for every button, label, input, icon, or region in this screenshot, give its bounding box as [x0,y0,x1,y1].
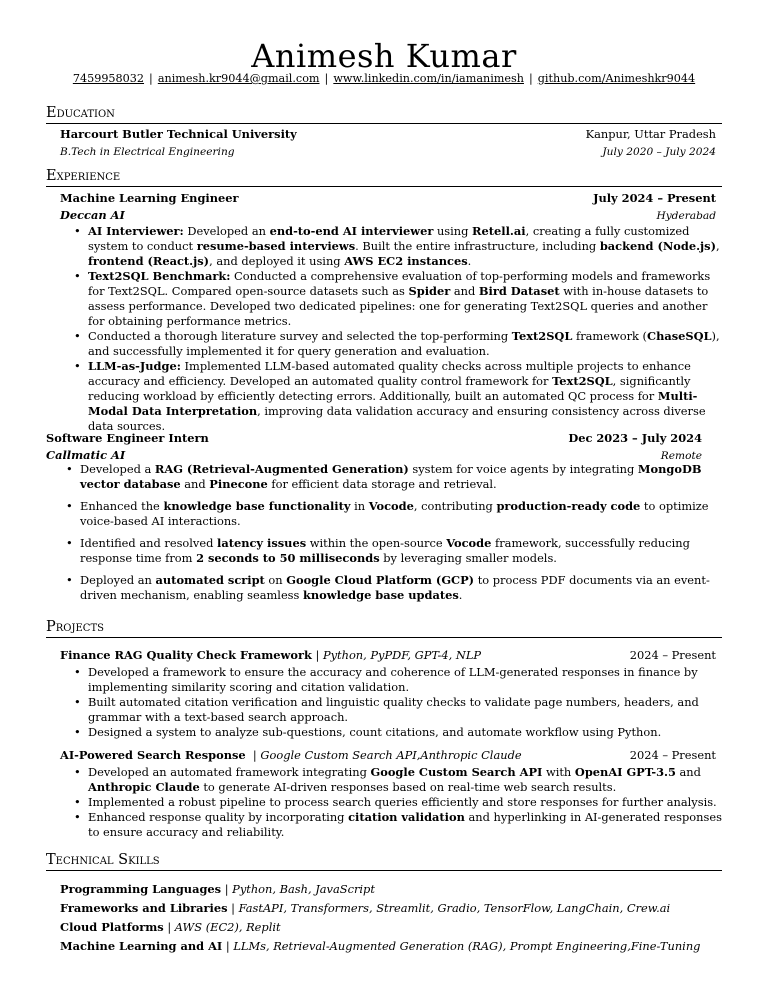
job-dates: Dec 2023 – July 2024 [568,431,702,445]
list-item: • Developed a RAG (Retrieval-Augmented Generation) system for voice agents by integrating MongoDB vector database and Pinecone for efficient data storage and retrieval. [66,462,726,492]
separator: | [315,648,320,662]
education-school-row [60,127,716,142]
skill-label: Cloud Platforms [60,920,164,934]
list-item: • Developed an automated framework integrating Google Custom Search API with OpenAI GPT-3.5 and Anthropic Claude to generate AI-driven responses based on real-time web search results. [74,765,724,795]
job-location: Hyderabad [656,210,716,222]
school-location: Kanpur, Uttar Pradesh [585,127,716,141]
skill-label: Programming Languages [60,882,222,896]
skill-label: Frameworks and Libraries [60,901,228,915]
project-heading [60,648,481,663]
email-link[interactable]: animesh.kr9044@gmail.com [157,72,320,85]
education-dates: July 2020 – July 2024 [602,146,716,158]
skill-row [60,882,740,897]
phone-link[interactable]: 7459958032 [72,72,145,85]
separator: | [149,72,153,85]
skill-value: AWS (EC2), Replit [174,920,281,934]
candidate-name: Animesh Kumar [251,37,517,75]
skill-row [60,939,740,954]
list-item: • Deployed an automated script on Google Cloud Platform (GCP) to process PDF documents via an event-driven mechanism, enabling seamless knowledge base updates. [66,573,726,603]
project-dates: 2024 – Present [629,648,716,662]
project-bullets [74,665,724,740]
project-heading [60,748,522,763]
list-item: • Text2SQL Benchmark: Conducted a comprehensive evaluation of top-performing models and frameworks for Text2SQL. Compared open-source datasets such as Spider and Bird Dataset with in-house datasets to assess performance. Developed two dedicated pipelines: one for generating Text2SQL queries and another for obtaining performance metrics. [74,269,724,329]
job-location: Remote [660,450,702,462]
separator: | [225,939,230,953]
section-title-education: Education [46,104,722,124]
github-link[interactable]: github.com/Animeshkr9044 [537,72,696,85]
project-row [60,648,716,663]
list-item: • Implemented a robust pipeline to process search queries efficiently and store responses for further analysis. [74,795,724,810]
section-title-projects: Projects [46,618,722,638]
list-item: • Built automated citation verification and linguistic quality checks to validate page numbers, headers, and grammar with a text-based search approach. [74,695,724,725]
separator: | [224,882,229,896]
job-company: Deccan AI [60,208,125,222]
section-title-skills: Technical Skills [46,851,722,871]
list-item: • Identified and resolved latency issues within the open-source Vocode framework, successfully reducing response time from 2 seconds to 50 milliseconds by leveraging smaller models. [66,536,726,566]
job-company: Callmatic AI [46,448,126,462]
degree: B.Tech in Electrical Engineering [60,146,235,158]
skill-value: LLMs, Retrieval-Augmented Generation (RAG), Prompt Engineering,Fine-Tuning [233,939,701,953]
list-item: • AI Interviewer: Developed an end-to-end AI interviewer using Retell.ai, creating a fully customized system to conduct resume-based interviews. Built the entire infrastructure, including backend (Node.js), frontend (React.js), and deployed it using AWS EC2 instances. [74,224,724,269]
skill-value: FastAPI, Transformers, Streamlit, Gradio, TensorFlow, LangChain, Crew.ai [238,901,671,915]
job-dates: July 2024 – Present [593,191,716,205]
linkedin-link[interactable]: www.linkedin.com/in/iamanimesh [333,72,524,85]
job-title-row [60,191,716,206]
project-tech: Google Custom Search API,Anthropic Claude [260,748,522,762]
job-company-row [60,208,716,224]
skill-label: Machine Learning and AI [60,939,223,953]
separator: | [252,748,257,762]
list-item: • Conducted a thorough literature survey and selected the top-performing Text2SQL framework (ChaseSQL), and successfully implemented it for query generation and evaluation. [74,329,724,359]
project-tech: Python, PyPDF, GPT-4, NLP [322,648,482,662]
school-name: Harcourt Butler Technical University [60,127,297,141]
project-name: Finance RAG Quality Check Framework [60,648,312,662]
separator: | [167,920,172,934]
skill-value: Python, Bash, JavaScript [232,882,375,896]
project-row [60,748,716,763]
job-role: Machine Learning Engineer [60,191,239,205]
list-item: • Developed a framework to ensure the accuracy and coherence of LLM-generated responses in finance by implementing similarity scoring and citation validation. [74,665,724,695]
list-item: • Enhanced response quality by incorporating citation validation and hyperlinking in AI-generated responses to ensure accuracy and reliability. [74,810,724,840]
job-bullets [66,462,726,610]
project-dates: 2024 – Present [629,748,716,762]
section-title-experience: Experience [46,167,722,187]
education-degree-row [60,145,716,160]
list-item: • LLM-as-Judge: Implemented LLM-based automated quality checks across multiple projects to enhance accuracy and efficiency. Developed an automated quality control framework for Text2SQL, significantly reducing workload by efficiently detecting errors. Additionally, built an automated QC process for Multi-Modal Data Interpretation, improving data validation accuracy and ensuring consistency across diverse data sources. [74,359,724,434]
project-name: AI-Powered Search Response [60,748,246,762]
skill-row [60,901,740,916]
separator: | [528,72,533,85]
separator: | [324,72,329,85]
project-bullets [74,765,724,840]
job-role: Software Engineer Intern [46,431,209,445]
list-item: • Designed a system to analyze sub-questions, count citations, and automate workflow using Python. [74,725,724,740]
separator: | [231,901,235,915]
skill-row [60,920,740,935]
job-bullets [74,224,724,434]
contact-line [0,72,768,86]
job-title-row [46,431,702,446]
list-item: • Enhanced the knowledge base functionality in Vocode, contributing production-ready code to optimize voice-based AI interactions. [66,499,726,529]
